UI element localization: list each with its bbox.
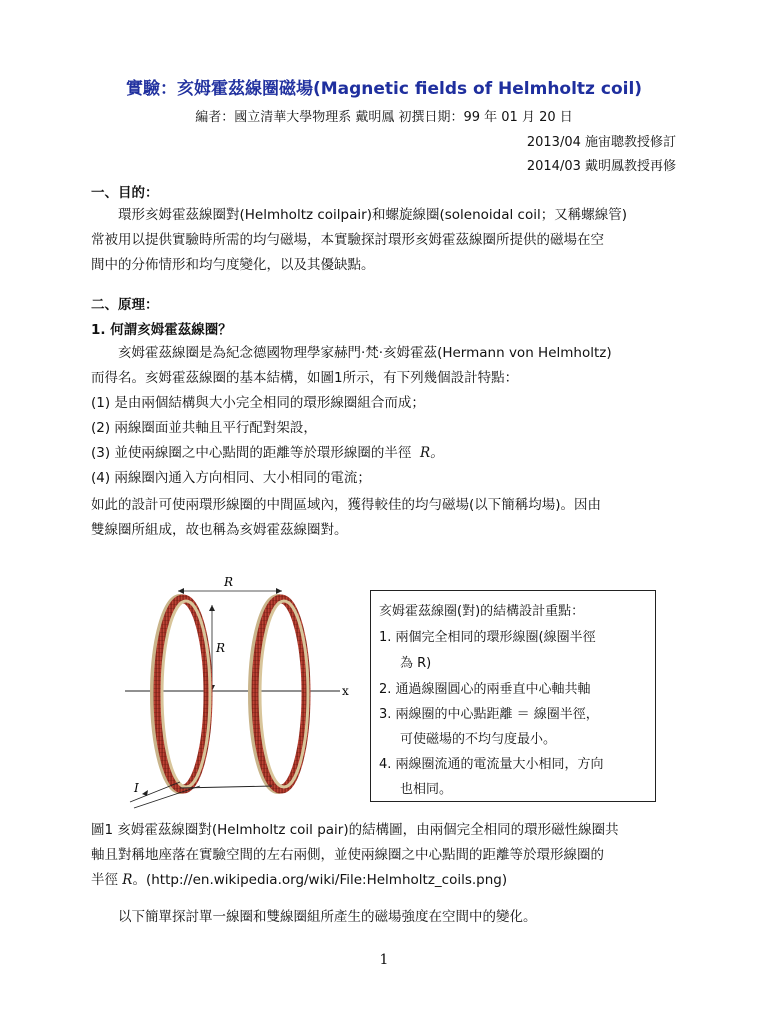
section1-line-1: 環形亥姆霍茲線圈對(Helmholtz coilpair)和螺旋線圈(solenoidal coil；又稱螺線管)	[118, 207, 627, 223]
section1-line-3: 間中的分佈情形和均勻度變化，以及其優缺點。	[91, 257, 375, 273]
page-number: 1	[379, 952, 389, 968]
caption-line-3	[91, 868, 507, 893]
box-item-4b: 也相同。	[400, 782, 453, 797]
summary-2: 雙線圈所組成，故也稱為亥姆霍茲線圈對。	[91, 522, 348, 538]
design-points-box	[370, 590, 656, 802]
box-item-1b: 為 R)	[400, 656, 432, 671]
section2-intro-2: 而得名。亥姆霍茲線圈的基本結構，如圖1所示，有下列幾個設計特點：	[91, 370, 519, 386]
current-lead-2	[134, 786, 200, 808]
left-coil	[153, 597, 210, 791]
box-title: 亥姆霍茲線圈(對)的結構設計重點：	[379, 604, 585, 619]
section2-heading: 二、原理：	[91, 297, 159, 313]
point-3	[91, 441, 444, 466]
label-x: x	[342, 684, 349, 698]
helmholtz-coil-figure	[120, 572, 360, 812]
point-4: (4) 兩線圈內通入方向相同、大小相同的電流；	[91, 470, 371, 486]
caption-line-2: 軸且對稱地座落在實驗空間的左右兩側，並使兩線圈之中心點間的距離等於環形線圈的	[91, 847, 604, 863]
revision-1: 2013/04 施宙聰教授修訂	[526, 135, 676, 150]
caption-url: 。(http://en.wikipedia.org/wiki/File:Helmholtz_coils.png)	[132, 872, 508, 888]
caption-line-3a: 半徑	[91, 872, 123, 888]
closing-line: 以下簡單探討單一線圈和雙線圈組所產生的磁場強度在空間中的變化。	[118, 909, 537, 925]
right-coil	[251, 597, 308, 791]
box-item-4: 4. 兩線圈流通的電流量大小相同，方向	[379, 757, 604, 772]
box-item-1: 1. 兩個完全相同的環形線圈(線圈半徑	[379, 630, 596, 645]
section1-heading: 一、目的：	[91, 185, 159, 201]
label-r-top: R	[224, 575, 234, 589]
point-3-var: R。	[420, 445, 444, 461]
box-item-3b: 可使磁場的不均勻度最小。	[400, 732, 557, 747]
summary-1: 如此的設計可使兩環形線圈的中間區域內，獲得較佳的均勻磁場(以下簡稱均場)。因由	[91, 497, 602, 513]
label-i: I	[134, 781, 139, 795]
box-item-3: 3. 兩線圈的中心點距離 ＝ 線圈半徑，	[379, 707, 599, 722]
revision-2: 2014/03 戴明鳳教授再修	[526, 159, 676, 174]
caption-line-1: 圖1 亥姆霍茲線圈對(Helmholtz coil pair)的結構圖，由兩個完全相同的環形磁性線圈共	[91, 822, 619, 838]
point-1: (1) 是由兩個結構與大小完全相同的環形線圈組合而成；	[91, 395, 425, 411]
box-item-2: 2. 通過線圈圓心的兩垂直中心軸共軸	[379, 682, 591, 697]
point-2: (2) 兩線圈面並共軸且平行配對架設，	[91, 420, 317, 436]
point-3-text: (3) 並使兩線圈之中心點間的距離等於環形線圈的半徑	[91, 445, 412, 461]
author-line: 編者：國立清華大學物理系 戴明鳳 初撰日期：99 年 01 月 20 日	[195, 110, 573, 125]
caption-var: R	[122, 872, 133, 888]
label-r-side: R	[216, 641, 226, 655]
page-title: 實驗：亥姆霍茲線圈磁場(Magnetic fields of Helmholtz coil)	[125, 79, 643, 99]
section2-subheading: 1. 何謂亥姆霍茲線圈？	[91, 322, 232, 338]
section1-line-2: 常被用以提供實驗時所需的均勻磁場，本實驗探討環形亥姆霍茲線圈所提供的磁場在空	[91, 232, 604, 248]
section2-intro-1: 亥姆霍茲線圈是為紀念德國物理學家赫門·梵·亥姆霍茲(Hermann von Helmholtz)	[118, 345, 612, 361]
